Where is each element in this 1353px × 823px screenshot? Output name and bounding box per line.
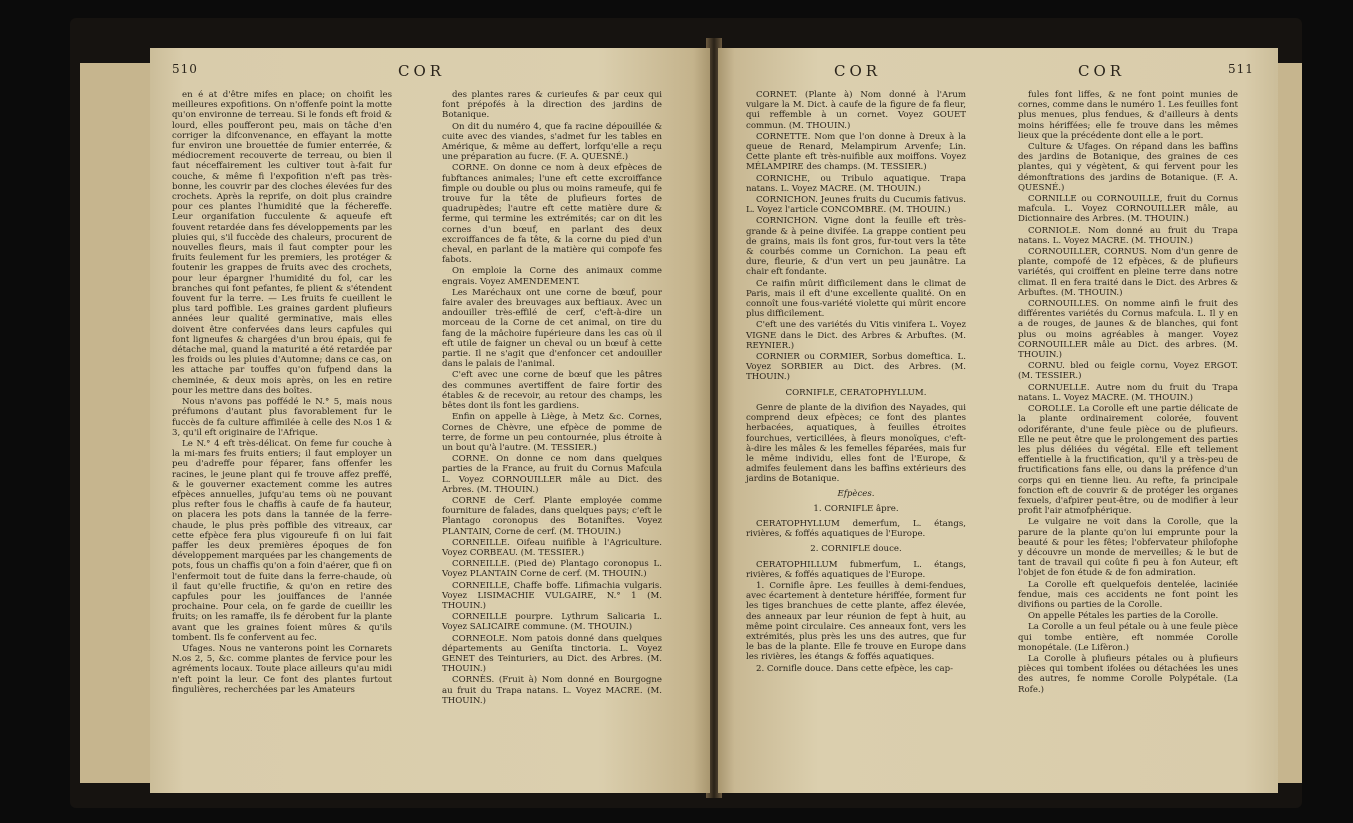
paragraph: La Corolle à plufieurs pétales ou à plufieurs pièces qui tombent ifolées ou détachées les unes des autres, fe nomme Corolle Polypétale. (La Rofe.)	[1018, 653, 1238, 695]
left-page-edges	[80, 63, 150, 783]
paragraph: CORNE. On donne ce nom dans quelques parties de la France, au fruit du Cornus Mafcula L. Voyez CORNOUILLER mâle au Dict. des Arbres. (M. THOUIN.)	[442, 454, 662, 495]
paragraph: On dit du numéro 4, que fa racine dépouillée & cuite avec des viandes, s'admet fur les tables en Amérique, & même au deffert, lorfqu'elle a reçu une préparation au fucre. (F. A. QUESNÉ.)	[442, 121, 662, 163]
left-column-a	[172, 90, 392, 696]
paragraph: CORNÈS. (Fruit à) Nom donné en Bourgogne au fruit du Trapa natans. L. Voyez MACRE. (M. THOUIN.)	[442, 675, 662, 706]
paragraph: On appelle Pétales les parties de la Corolle.	[1028, 611, 1219, 622]
paragraph: Ufages. Nous ne vanterons point les Cornarets N.os 2, 5, &c. comme plantes de fervice pour les agréments locaux. Toute place ailleurs qu'au midi n'eft point la leur. Ce font des plantes furtout fingulières, recherchées par les Amateurs	[172, 643, 392, 695]
paragraph: CERATOPHILLUM fubmerfum, L. étangs, rivières, & foffés aquatiques de l'Europe.	[746, 559, 966, 580]
paragraph: Culture & Ufages. On répand dans les baffins des jardins de Botanique, des graines de ces plantes, qui y végètent, & qui fervent pour les démonftrations des jardins de Botanique. (F. A. QUESNÉ.)	[1018, 142, 1238, 193]
right-column-c	[746, 90, 966, 675]
paragraph: La Corolle eft quelquefois dentelée, laciniée fendue, mais ces accidents ne font point les divifions ou parties de la Corolle.	[1018, 579, 1238, 610]
paragraph: CORNIER ou CORMIER, Sorbus domeftica. L. Voyez SORBIER au Dict. des Arbres. (M. THOUIN.)	[746, 352, 966, 383]
paragraph: Nous n'avons pas poffédé le N.° 5, mais nous préfumons d'autant plus favorablement fur le fuccès de fa culture affimilée à celle des N.os 1 & 3, qu'il eft originaire de l'Afrique.	[172, 397, 392, 438]
paragraph: Ce raifin mûrit difficilement dans le climat de Paris, mais il eft d'une excellente qualité. On en connoît une fous-variété violette qui mûrit encore plus difficilement.	[746, 278, 966, 320]
paragraph: CORNICHE, ou Tribulo aquatique. Trapa natans. L. Voyez MACRE. (M. THOUIN.)	[746, 173, 966, 194]
paragraph: COROLLE. La Corolle eft une partie délicate de la plante ordinairement colorée, fouvent odoriférante, d'une feule pièce ou de plufieurs. Elle ne peut être que le prolongement des parties les plus déliées du végétal. Elle eft tellement effentielle à la fructification, qu'il y a très-peu de fructifications fans elle, ou dans la préfence d'un corps qui en tienne lieu. Au refte, fa principale fonction eft de couvrir & de protéger les organes fexuels, d'afpirer peut-être, ou de modifier à leur profit l'air atmofphérique.	[1018, 404, 1238, 517]
paragraph: 2. CORNIFLE douce.	[810, 544, 902, 555]
paragraph: CORNICHON. Jeunes fruits du Cucumis fativus. L. Voyez l'article CONCOMBRE. (M. THOUIN.)	[746, 195, 966, 216]
right-running-head-left: COR	[834, 62, 882, 80]
paragraph: CORNU. bled ou feigle cornu, Voyez ERGOT. (M. TESSIER.)	[1018, 361, 1238, 382]
right-page-number: 511	[1228, 62, 1254, 76]
paragraph: 2. Cornifle douce. Dans cette efpèce, les cap-	[756, 663, 954, 674]
paragraph: CORNE. On donne ce nom à deux efpèces de fubftances animales; l'une eft cette excroiffance fimple ou double ou plus ou moins rameufe, qui fe trouve fur la tête de plufieurs fortes de quadrupèdes; l'autre eft cette matière dure & ferme, qui termine les extrémités; car on dit les cornes d'un bœuf, en parlant des deux excroiffances de fa tête, & la corne du pied d'un cheval, en parlant de la matière qui compofe fes fabots.	[442, 163, 662, 266]
paragraph: CORNET. (Plante à) Nom donné à l'Arum vulgare la M. Dict. à caufe de la figure de fa fleur, qui reffemble à un cornet. Voyez GOUET commun. (M. THOUIN.)	[746, 90, 966, 131]
right-column-d	[1018, 90, 1238, 696]
open-book	[70, 18, 1302, 808]
paragraph: C'eft avec une corne de bœuf que les pâtres des communes avertiffent de faire fortir des étables & de recevoir, au retour des champs, les bêtes dont ils font les gardiens.	[442, 370, 662, 412]
paragraph: CORNEILLE, Chaffe boffe. Lifimachia vulgaris. Voyez LISIMACHIE VULGAIRE, N.° 1 (M. THOUIN.)	[442, 580, 662, 611]
paragraph: On emploie la Corne des animaux comme engrais. Voyez AMENDEMENT.	[442, 266, 662, 287]
paragraph: CORNOUILLER, CORNUS. Nom d'un genre de plante, compofé de 12 efpèces, & de plufieurs variétés, qui croiffent en pleine terre dans notre climat. Il en fera traité dans le Dict. des Arbres & Arbuftes. (M. THOUIN.)	[1018, 247, 1238, 298]
left-running-head: COR	[398, 62, 446, 80]
paragraph: CORNEOLE. Nom patois donné dans quelques départements au Geniſta tinctoria. L. Voyez GENET des Teinturiers, au Dict. des Arbres. (M. THOUIN.)	[442, 633, 662, 675]
left-page-number: 510	[172, 62, 198, 76]
paragraph: CORNE de Cerf. Plante employée comme fourniture de falades, dans quelques pays; c'eft le Plantago coronopus des Botaniftes. Voyez PLANTAIN, Corne de cerf. (M. THOUIN.)	[442, 495, 662, 537]
paragraph: C'eft une des variétés du Vitis vinifera L. Voyez VIGNE dans le Dict. des Arbres & Arbuftes. (M. REYNIER.)	[746, 320, 966, 351]
paragraph: CORNILLE ou CORNOUILLE, fruit du Cornus mafcula. L. Voyez CORNOUILLER mâle, au Dictionnaire des Arbres. (M. THOUIN.)	[1018, 194, 1238, 225]
paragraph: Le N.° 4 eft très-délicat. On feme fur couche à la mi-mars fes fruits entiers; il faut employer un peu d'adreffe pour féparer, fans offenfer les racines, le jeune plant qui fe trouve affez preffé, & le gouverner exactement comme les autres efpèces annuelles, jufqu'au tems où ne pouvant plus refter fous le chaffis à caufe de fa hauteur, on placera les pots dans la tannée de la ferre-chaude, le plus près poffible des vitreaux, car cette efpèce fera plus vigoureufe fi on lui fait paffer les deux premières époques de fon développement marquées par les changements de pots, fous un chaffis qu'on a foin d'aérer, que fi on l'enfermoit tout de fuite dans la ferre-chaude, où il faut qu'elle fructifie, & qu'on en retire des capfules pour les jouiffances de l'année prochaine. Pour cela, on fe garde de cueillir les fruits; on les ramaffe, ils fe dérobent fur la plante avant que les graines foient mûres & qu'ils tombent. Ils fe confervent au fec.	[172, 438, 392, 643]
paragraph: CORNUELLE. Autre nom du fruit du Trapa natans. L. Voyez MACRE. (M. THOUIN.)	[1018, 382, 1238, 403]
left-column-b	[442, 90, 662, 707]
paragraph: fules font liffes, & ne font point munies de cornes, comme dans le numéro 1. Les feuilles font plus menues, plus fendues, & d'ailleurs à dents moins hériffées; elle fe trouve dans les mêmes lieux que la précédente dont elle a le port.	[1018, 90, 1238, 141]
paragraph: en é at d'être mifes en place; on choifit les meilleures expofitions. On n'offenfe point la motte qu'on environne de terreau. Si le fonds eft froid & lourd, elles poufferont peu, mais on tâche d'en corriger la difconvenance, en effayant la motte fur environ une brouettée de fumier enterrée, & médiocrement recouverte de terreau, ou bien il faut néceffairement les cultiver tout à-fait fur couche, & même fi l'expofition n'eft pas très-bonne, les couvrir par des cloches élevées fur des crochets. Après la reprife, on doit plus craindre pour ces plantes l'humidité que la féchereffe. Leur organifation fucculente & aqueufe eft fouvent retardée dans fes développements par les pluies qui, s'il fuccède des chaleurs, procurent de nouvelles fleurs, mais il faut compter pour les fruits feulement fur les premiers, les protéger & foutenir les grappes de fruits avec des crochets, pour leur épargner l'humidité du fol, car les branches qui font pefantes, fe plient & s'étendent fouvent fur la terre. — Les fruits fe cueillent le plus tard poffible. Les graines gardent plufieurs années leur qualité germinative, mais elles doivent être confervées dans leurs capfules qui font ligneufes & chargées d'un brou épais, qui fe détache mal, quand la maturité a été retardée par les froids ou les pluies d'Automne; dans ce cas, on les attache par touffes qu'on fufpend dans la cheminée, & deux mois après, on les en retire pour les mettre dans des boîtes.	[172, 90, 392, 396]
right-page	[718, 48, 1278, 793]
paragraph: Le vulgaire ne voit dans la Corolle, que la parure de la plante qu'on lui emprunte pour la beauté & pour les fêtes; l'obfervateur philofophe y découvre un monde de merveilles; & le but de tant de travail qui coûte fi peu à fon Auteur, eft l'objet de fon étude & de fon admiration.	[1018, 517, 1238, 579]
paragraph: CORNOUILLES. On nomme ainfi le fruit des différentes variétés du Cornus mafcula. L. Il y en a de rouges, de jaunes & de blanches, qui font plus ou moins agréables à manger. Voyez CORNOUILLER mâle au Dict. des arbres. (M. THOUIN.)	[1018, 299, 1238, 361]
left-page	[150, 48, 710, 793]
paragraph: CORNETTE. Nom que l'on donne à Dreux à la queue de Renard, Melampirum Arvenfe; Lin. Cette plante eft très-nuifible aux moiffons. Voyez MÉLAMPIRE des champs. (M. TESSIER.)	[746, 131, 966, 173]
paragraph: CORNEILLE pourpre. Lythrum Salicaria L. Voyez SALICAIRE commune. (M. THOUIN.)	[442, 612, 662, 633]
paragraph: Genre de plante de la divifion des Nayades, qui comprend deux efpèces; ce font des plantes herbacées, aquatiques, à feuilles étroites fourchues, verticillées, à fleurs monoïques, c'eft-à-dire les mâles & les femelles féparées, mais fur le même individu, elles font de l'Europe, & admifes feulement dans les baffins extérieurs des jardins de Botanique.	[746, 402, 966, 485]
paragraph: CERATOPHYLLUM demerfum, L. étangs, rivières, & foffés aquatiques de l'Europe.	[746, 518, 966, 540]
paragraph: Efpèces.	[837, 488, 875, 499]
paragraph: CORNIFLE, CERATOPHYLLUM.	[785, 387, 927, 398]
paragraph: Enfin on appelle à Liège, à Metz &c. Cornes, Cornes de Chèvre, une efpèce de pomme de terre, de forme un peu contournée, plus étroite à un bout qu'à l'autre. (M. TESSIER.)	[442, 412, 662, 453]
paragraph: CORNIOLE. Nom donné au fruit du Trapa natans. L. Voyez MACRE. (M. THOUIN.)	[1018, 225, 1238, 246]
paragraph: 1. Cornifle âpre. Les feuilles à demi-fendues, avec écartement à denteture hériffée, forment fur les tiges branchues de cette plante, affez élevée, des anneaux par leur réunion de fept à huit, au même point circulaire. Ces anneaux font, vers les extrémités, plus près les uns des autres, que fur le bas de la plante. Elle fe trouve en Europe dans les rivières, les étangs & foffés aquatiques.	[746, 580, 966, 663]
paragraph: des plantes rares & curieufes & par ceux qui font prépofés à la direction des jardins de Botanique.	[442, 90, 662, 121]
paragraph: 1. CORNIFLE âpre.	[813, 503, 899, 514]
paragraph: CORNEILLE. Oifeau nuifible à l'Agriculture. Voyez CORBEAU. (M. TESSIER.)	[442, 537, 662, 558]
paragraph: Les Maréchaux ont une corne de bœuf, pour faire avaler des breuvages aux beftiaux. Avec un andouiller très-effilé de cerf, c'eft-à-dire un morceau de la Corne de cet animal, on tire du fang de la mâchoire fupérieure dans les cas où il eft utile de faigner un cheval ou un bœuf à cette partie. Il ne s'agit que d'enfoncer cet andouiller dans le palais de l'animal.	[442, 287, 662, 370]
paragraph: CORNEILLE. (Pied de) Plantago coronopus L. Voyez PLANTAIN Corne de cerf. (M. THOUIN.)	[442, 559, 662, 580]
paragraph: La Corolle a un feul pétale ou à une feule pièce qui tombe entière, eft nommée Corolle monopétale. (Le Lifèron.)	[1018, 622, 1238, 653]
right-page-edges	[1278, 63, 1302, 783]
right-running-head-right: COR	[1078, 62, 1126, 80]
paragraph: CORNICHON. Vigne dont la feuille eft très-grande & à peine divifée. La grappe contient peu de grains, mais ils font gros, fur-tout vers la tête & courbés comme un Cornichon. La peau eft dure, fleurie, & d'un vert un peu jaunâtre. La chair eft fondante.	[746, 216, 966, 278]
